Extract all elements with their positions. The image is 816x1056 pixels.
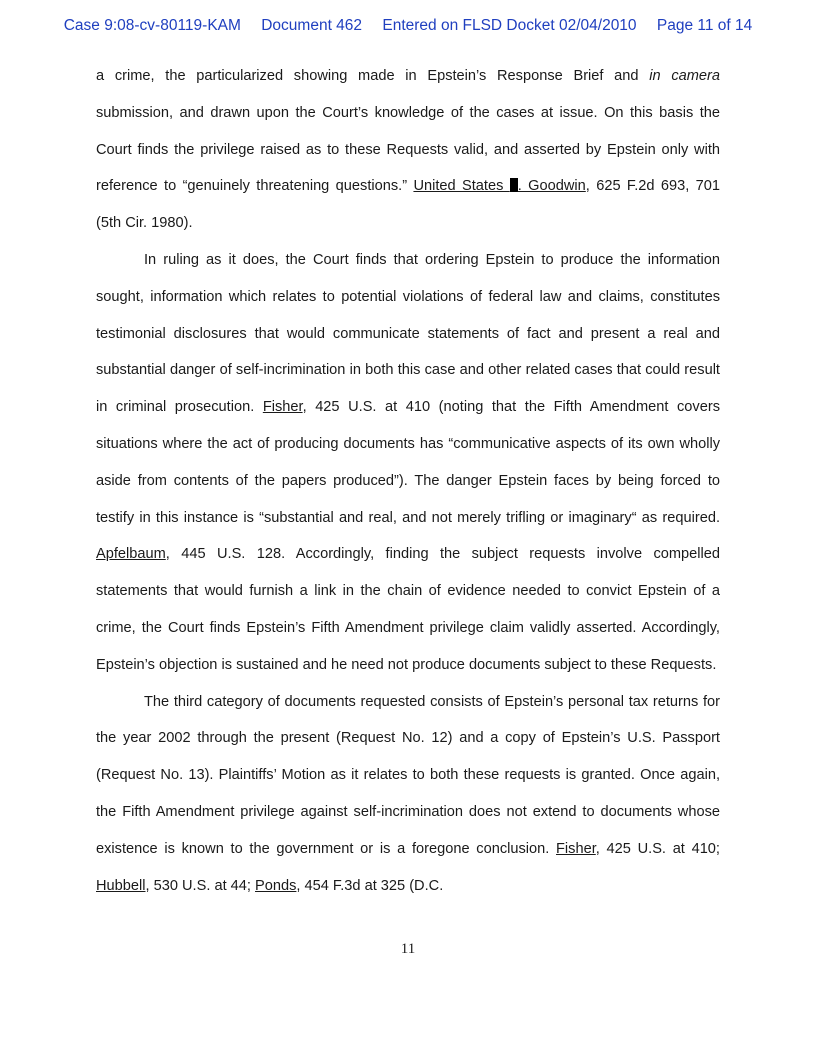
- document-number: Document 462: [261, 17, 363, 34]
- page-indicator: Page 11 of 14: [656, 17, 753, 34]
- paragraph-1-text-b: submission, and drawn upon the Court’s knowledge of the cases at issue. On this basis the Court finds the privilege raised as to these Requests valid, and asserted by Epstein only with reference to “genuinely threatening questions.”: [96, 104, 720, 195]
- citation-hubbell: Hubbell: [96, 877, 146, 894]
- paragraph-1-text-a: a crime, the particularized showing made in Epstein’s Response Brief and: [96, 68, 650, 84]
- paragraph-2: [96, 242, 720, 684]
- citation-goodwin: [413, 178, 585, 194]
- citation-ponds: Ponds: [255, 877, 297, 894]
- paragraph-3: [96, 684, 720, 905]
- paragraph-1-text-c: , 625 F.2d 693, 701 (5th Cir. 1980).: [96, 178, 721, 232]
- redaction-mark: [510, 178, 518, 192]
- document-body: [96, 58, 720, 904]
- citation-apfelbaum: Apfelbaum: [96, 546, 166, 563]
- in-camera-italic: in camera: [649, 68, 720, 84]
- paragraph-3-text-d: , 454 F.3d at 325 (D.C.: [296, 877, 444, 894]
- paragraph-2-text-c: , 445 U.S. 128. Accordingly, finding the subject requests involve compelled statements that would furnish a link in the chain of evidence needed to convict Epstein of a crime, the Court finds Epstein’s Fifth Amendment privilege claim validly asserted. Accordingly, Epstein’s objection is sustained and he need not produce documents subject to these Requests.: [96, 546, 720, 673]
- paragraph-2-text-b: , 425 U.S. at 410 (noting that the Fifth Amendment covers situations where the act of producing documents has “communicative aspects of its own wholly aside from contents of the papers produced”). The danger Epstein faces by being forced to testify in this instance is “substantial and real, and not merely trifling or imaginary“ as required.: [96, 399, 720, 526]
- page-number: 11: [400, 941, 416, 957]
- citation-goodwin-part-b: . Goodwin: [517, 178, 586, 195]
- citation-fisher: Fisher: [262, 399, 303, 416]
- paragraph-2-text-a: In ruling as it does, the Court finds that ordering Epstein to produce the information sought, information which relates to potential violations of federal law and claims, constitutes testimonial disclosures that would communicate statements of fact and present a real and substantial danger of self-incrimination in both this case and other related cases that could result in criminal prosecution.: [96, 251, 720, 416]
- paragraph-3-text-a: The third category of documents requested consists of Epstein’s personal tax returns for the year 2002 through the present (Request No. 12) and a copy of Epstein’s U.S. Passport (Request No. 13). Plaintiffs’ Motion as it relates to both these requests is granted. Once again, the Fifth Amendment privilege against self-incrimination does not extend to documents whose existence is known to the government or is a foregone conclusion.: [96, 693, 720, 857]
- paragraph-3-text-c: , 530 U.S. at 44;: [145, 877, 256, 894]
- docket-header: [0, 17, 816, 35]
- case-number: Case 9:08-cv-80119-KAM: [63, 17, 241, 34]
- paragraph-1: [96, 58, 720, 242]
- paragraph-3-text-b: , 425 U.S. at 410;: [595, 840, 720, 857]
- docket-entry-date: Entered on FLSD Docket 02/04/2010: [382, 17, 637, 34]
- citation-fisher: Fisher: [556, 840, 596, 857]
- citation-goodwin-part-a: United States: [413, 178, 510, 195]
